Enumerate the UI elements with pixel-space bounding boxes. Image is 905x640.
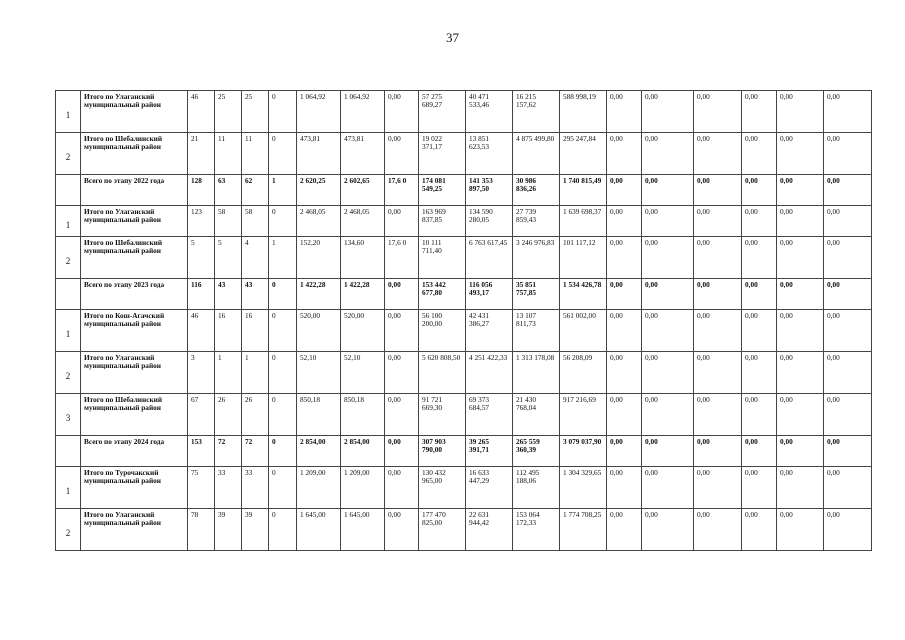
data-table [55, 90, 872, 551]
value-cell: 1 [269, 175, 297, 206]
value-cell: 1 [215, 352, 242, 394]
value-cell: 0,00 [385, 436, 419, 467]
value-cell: 1 774 708,25 [560, 509, 607, 551]
row-index-cell [56, 279, 81, 310]
value-cell: 520,00 [297, 310, 341, 352]
value-cell: 42 431 386,27 [466, 310, 513, 352]
value-cell: 0,00 [385, 91, 419, 133]
value-cell: 0,00 [824, 133, 872, 175]
row-index-cell: 2 [56, 133, 81, 175]
table-total-row [56, 175, 872, 206]
row-name-cell: Итого по Шебалинский муниципальный район [81, 133, 188, 175]
value-cell: 43 [242, 279, 269, 310]
value-cell: 134 590 280,05 [466, 206, 513, 237]
value-cell: 0,00 [642, 394, 694, 436]
value-cell: 5 620 808,50 [419, 352, 466, 394]
value-cell: 0,00 [607, 467, 642, 509]
value-cell: 27 739 859,43 [513, 206, 560, 237]
table-total-row [56, 436, 872, 467]
value-cell: 16 633 447,29 [466, 467, 513, 509]
value-cell: 0,00 [642, 91, 694, 133]
value-cell: 69 373 684,57 [466, 394, 513, 436]
value-cell: 0,00 [694, 279, 742, 310]
value-cell: 561 002,00 [560, 310, 607, 352]
value-cell: 2 468,05 [297, 206, 341, 237]
value-cell: 0,00 [777, 394, 824, 436]
value-cell: 1 304 329,65 [560, 467, 607, 509]
value-cell: 56 208,09 [560, 352, 607, 394]
value-cell: 43 [215, 279, 242, 310]
value-cell: 153 [188, 436, 215, 467]
value-cell: 0,00 [824, 467, 872, 509]
value-cell: 72 [242, 436, 269, 467]
row-index-cell [56, 175, 81, 206]
value-cell: 0,00 [777, 467, 824, 509]
value-cell: 2 602,65 [341, 175, 385, 206]
value-cell: 40 471 533,46 [466, 91, 513, 133]
value-cell: 0 [269, 352, 297, 394]
value-cell: 0,00 [607, 279, 642, 310]
value-cell: 0,00 [824, 91, 872, 133]
value-cell: 0,00 [694, 467, 742, 509]
value-cell: 46 [188, 310, 215, 352]
value-cell: 78 [188, 509, 215, 551]
value-cell: 917 216,69 [560, 394, 607, 436]
value-cell: 0,00 [742, 133, 777, 175]
value-cell: 6 763 617,45 [466, 237, 513, 279]
value-cell: 153 064 172,33 [513, 509, 560, 551]
value-cell: 123 [188, 206, 215, 237]
value-cell: 46 [188, 91, 215, 133]
value-cell: 4 875 499,80 [513, 133, 560, 175]
row-name-cell: Итого по Шебалинский муниципальный район [81, 237, 188, 279]
value-cell: 0 [269, 91, 297, 133]
value-cell: 307 903 790,00 [419, 436, 466, 467]
table-row [56, 509, 872, 551]
value-cell: 0,00 [385, 133, 419, 175]
value-cell: 0,00 [824, 394, 872, 436]
value-cell: 52,10 [341, 352, 385, 394]
value-cell: 0,00 [824, 237, 872, 279]
row-name-cell: Итого по Улаганский муниципальный район [81, 91, 188, 133]
value-cell: 4 [242, 237, 269, 279]
value-cell: 2 468,05 [341, 206, 385, 237]
value-cell: 0,00 [777, 175, 824, 206]
value-cell: 0,00 [742, 436, 777, 467]
value-cell: 19 022 371,17 [419, 133, 466, 175]
value-cell: 0,00 [385, 352, 419, 394]
value-cell: 22 631 944,42 [466, 509, 513, 551]
value-cell: 21 [188, 133, 215, 175]
value-cell: 16 [242, 310, 269, 352]
value-cell: 1 209,00 [341, 467, 385, 509]
row-index-cell: 3 [56, 394, 81, 436]
value-cell: 0,00 [607, 436, 642, 467]
value-cell: 0,00 [742, 394, 777, 436]
row-name-cell: Итого по Улаганский муниципальный район [81, 352, 188, 394]
value-cell: 17,6 0 [385, 175, 419, 206]
value-cell: 152,20 [297, 237, 341, 279]
value-cell: 1 645,00 [341, 509, 385, 551]
table-row [56, 352, 872, 394]
value-cell: 163 969 837,85 [419, 206, 466, 237]
value-cell: 10 111 711,40 [419, 237, 466, 279]
value-cell: 1 064,92 [297, 91, 341, 133]
value-cell: 0 [269, 467, 297, 509]
value-cell: 1 740 815,49 [560, 175, 607, 206]
value-cell: 0,00 [642, 436, 694, 467]
value-cell: 0,00 [694, 206, 742, 237]
row-name-cell: Итого по Турочакский муниципальный район [81, 467, 188, 509]
row-index-cell: 2 [56, 352, 81, 394]
value-cell: 0,00 [694, 352, 742, 394]
value-cell: 21 430 768,04 [513, 394, 560, 436]
value-cell: 0,00 [777, 206, 824, 237]
value-cell: 0,00 [742, 467, 777, 509]
value-cell: 473,81 [341, 133, 385, 175]
value-cell: 2 854,00 [297, 436, 341, 467]
value-cell: 0 [269, 509, 297, 551]
value-cell: 0,00 [742, 310, 777, 352]
value-cell: 0,00 [385, 206, 419, 237]
value-cell: 0,00 [694, 310, 742, 352]
value-cell: 588 998,19 [560, 91, 607, 133]
value-cell: 3 [188, 352, 215, 394]
value-cell: 1 639 698,37 [560, 206, 607, 237]
row-name-cell: Всего по этапу 2023 года [81, 279, 188, 310]
value-cell: 0,00 [777, 237, 824, 279]
value-cell: 52,10 [297, 352, 341, 394]
value-cell: 0,00 [694, 509, 742, 551]
value-cell: 0,00 [642, 467, 694, 509]
value-cell: 0,00 [742, 237, 777, 279]
page-number: 37 [446, 30, 459, 45]
value-cell: 0,00 [642, 509, 694, 551]
value-cell: 0,00 [694, 237, 742, 279]
value-cell: 91 721 669,30 [419, 394, 466, 436]
value-cell: 0 [269, 279, 297, 310]
value-cell: 0,00 [742, 206, 777, 237]
value-cell: 75 [188, 467, 215, 509]
value-cell: 128 [188, 175, 215, 206]
row-index-cell: 1 [56, 467, 81, 509]
value-cell: 174 081 549,25 [419, 175, 466, 206]
value-cell: 0,00 [777, 310, 824, 352]
value-cell: 0,00 [742, 91, 777, 133]
row-name-cell: Итого по Улаганский муниципальный район [81, 509, 188, 551]
value-cell: 1 [242, 352, 269, 394]
value-cell: 35 851 757,85 [513, 279, 560, 310]
value-cell: 25 [215, 91, 242, 133]
value-cell: 13 107 811,73 [513, 310, 560, 352]
value-cell: 0,00 [824, 436, 872, 467]
value-cell: 0,00 [607, 91, 642, 133]
value-cell: 0,00 [385, 279, 419, 310]
value-cell: 57 275 689,27 [419, 91, 466, 133]
value-cell: 0,00 [385, 467, 419, 509]
value-cell: 11 [215, 133, 242, 175]
value-cell: 58 [242, 206, 269, 237]
value-cell: 0,00 [777, 133, 824, 175]
row-index-cell: 2 [56, 509, 81, 551]
value-cell: 0,00 [742, 509, 777, 551]
value-cell: 56 100 200,00 [419, 310, 466, 352]
value-cell: 1 [269, 237, 297, 279]
value-cell: 0,00 [385, 394, 419, 436]
row-index-cell: 1 [56, 310, 81, 352]
value-cell: 0,00 [777, 91, 824, 133]
value-cell: 26 [215, 394, 242, 436]
value-cell: 0,00 [607, 352, 642, 394]
value-cell: 141 353 897,50 [466, 175, 513, 206]
table-total-row [56, 279, 872, 310]
table-row [56, 310, 872, 352]
table-row [56, 467, 872, 509]
value-cell: 5 [188, 237, 215, 279]
value-cell: 2 620,25 [297, 175, 341, 206]
value-cell: 16 [215, 310, 242, 352]
value-cell: 0,00 [824, 352, 872, 394]
value-cell: 116 056 493,17 [466, 279, 513, 310]
table-row [56, 206, 872, 237]
value-cell: 26 [242, 394, 269, 436]
row-name-cell: Итого по Шебалинский муниципальный район [81, 394, 188, 436]
value-cell: 295 247,84 [560, 133, 607, 175]
value-cell: 25 [242, 91, 269, 133]
value-cell: 153 442 677,80 [419, 279, 466, 310]
value-cell: 3 246 976,83 [513, 237, 560, 279]
value-cell: 850,18 [341, 394, 385, 436]
row-name-cell: Всего по этапу 2022 года [81, 175, 188, 206]
row-index-cell [56, 436, 81, 467]
value-cell: 63 [215, 175, 242, 206]
value-cell: 850,18 [297, 394, 341, 436]
value-cell: 0,00 [642, 279, 694, 310]
row-index-cell: 2 [56, 237, 81, 279]
row-name-cell: Итого по Кош-Агачский муниципальный район [81, 310, 188, 352]
value-cell: 0,00 [642, 133, 694, 175]
value-cell: 0,00 [694, 394, 742, 436]
value-cell: 101 117,12 [560, 237, 607, 279]
row-name-cell: Всего по этапу 2024 года [81, 436, 188, 467]
value-cell: 0,00 [607, 175, 642, 206]
value-cell: 1 645,00 [297, 509, 341, 551]
value-cell: 1 422,28 [341, 279, 385, 310]
value-cell: 116 [188, 279, 215, 310]
value-cell: 0,00 [607, 133, 642, 175]
value-cell: 0 [269, 394, 297, 436]
value-cell: 0,00 [694, 133, 742, 175]
table-row [56, 91, 872, 133]
value-cell: 0,00 [824, 310, 872, 352]
value-cell: 0,00 [777, 436, 824, 467]
row-index-cell: 1 [56, 91, 81, 133]
value-cell: 1 534 426,78 [560, 279, 607, 310]
value-cell: 67 [188, 394, 215, 436]
value-cell: 39 265 391,71 [466, 436, 513, 467]
value-cell: 1 313 178,08 [513, 352, 560, 394]
value-cell: 0,00 [607, 237, 642, 279]
value-cell: 0,00 [385, 509, 419, 551]
value-cell: 11 [242, 133, 269, 175]
value-cell: 0,00 [642, 237, 694, 279]
value-cell: 13 851 623,53 [466, 133, 513, 175]
value-cell: 0,00 [742, 352, 777, 394]
value-cell: 0,00 [642, 352, 694, 394]
value-cell: 0,00 [385, 310, 419, 352]
value-cell: 0 [269, 133, 297, 175]
value-cell: 3 079 037,90 [560, 436, 607, 467]
value-cell: 16 215 157,62 [513, 91, 560, 133]
value-cell: 0,00 [777, 279, 824, 310]
value-cell: 0,00 [642, 206, 694, 237]
value-cell: 0,00 [642, 175, 694, 206]
value-cell: 0,00 [824, 509, 872, 551]
value-cell: 473,81 [297, 133, 341, 175]
value-cell: 39 [215, 509, 242, 551]
value-cell: 130 432 965,00 [419, 467, 466, 509]
value-cell: 0,00 [824, 206, 872, 237]
value-cell: 0,00 [607, 310, 642, 352]
value-cell: 5 [215, 237, 242, 279]
value-cell: 0 [269, 206, 297, 237]
value-cell: 177 470 825,00 [419, 509, 466, 551]
value-cell: 17,6 0 [385, 237, 419, 279]
value-cell: 30 986 836,26 [513, 175, 560, 206]
value-cell: 0,00 [694, 91, 742, 133]
value-cell: 1 209,00 [297, 467, 341, 509]
value-cell: 33 [215, 467, 242, 509]
table-row [56, 133, 872, 175]
value-cell: 58 [215, 206, 242, 237]
value-cell: 0 [269, 310, 297, 352]
value-cell: 0,00 [607, 206, 642, 237]
value-cell: 0,00 [607, 394, 642, 436]
row-index-cell: 1 [56, 206, 81, 237]
value-cell: 0,00 [777, 509, 824, 551]
value-cell: 112 495 188,06 [513, 467, 560, 509]
value-cell: 2 854,00 [341, 436, 385, 467]
table-row [56, 394, 872, 436]
value-cell: 72 [215, 436, 242, 467]
value-cell: 1 422,28 [297, 279, 341, 310]
value-cell: 265 559 360,39 [513, 436, 560, 467]
value-cell: 0,00 [642, 310, 694, 352]
value-cell: 1 064,92 [341, 91, 385, 133]
value-cell: 0,00 [742, 175, 777, 206]
value-cell: 0,00 [742, 279, 777, 310]
row-name-cell: Итого по Улаганский муниципальный район [81, 206, 188, 237]
value-cell: 33 [242, 467, 269, 509]
value-cell: 39 [242, 509, 269, 551]
table-row [56, 237, 872, 279]
value-cell: 0,00 [824, 175, 872, 206]
value-cell: 4 251 422,33 [466, 352, 513, 394]
value-cell: 62 [242, 175, 269, 206]
value-cell: 0,00 [694, 436, 742, 467]
value-cell: 0,00 [824, 279, 872, 310]
value-cell: 0,00 [777, 352, 824, 394]
value-cell: 0,00 [694, 175, 742, 206]
value-cell: 134,60 [341, 237, 385, 279]
value-cell: 0,00 [607, 509, 642, 551]
value-cell: 0 [269, 436, 297, 467]
value-cell: 520,00 [341, 310, 385, 352]
